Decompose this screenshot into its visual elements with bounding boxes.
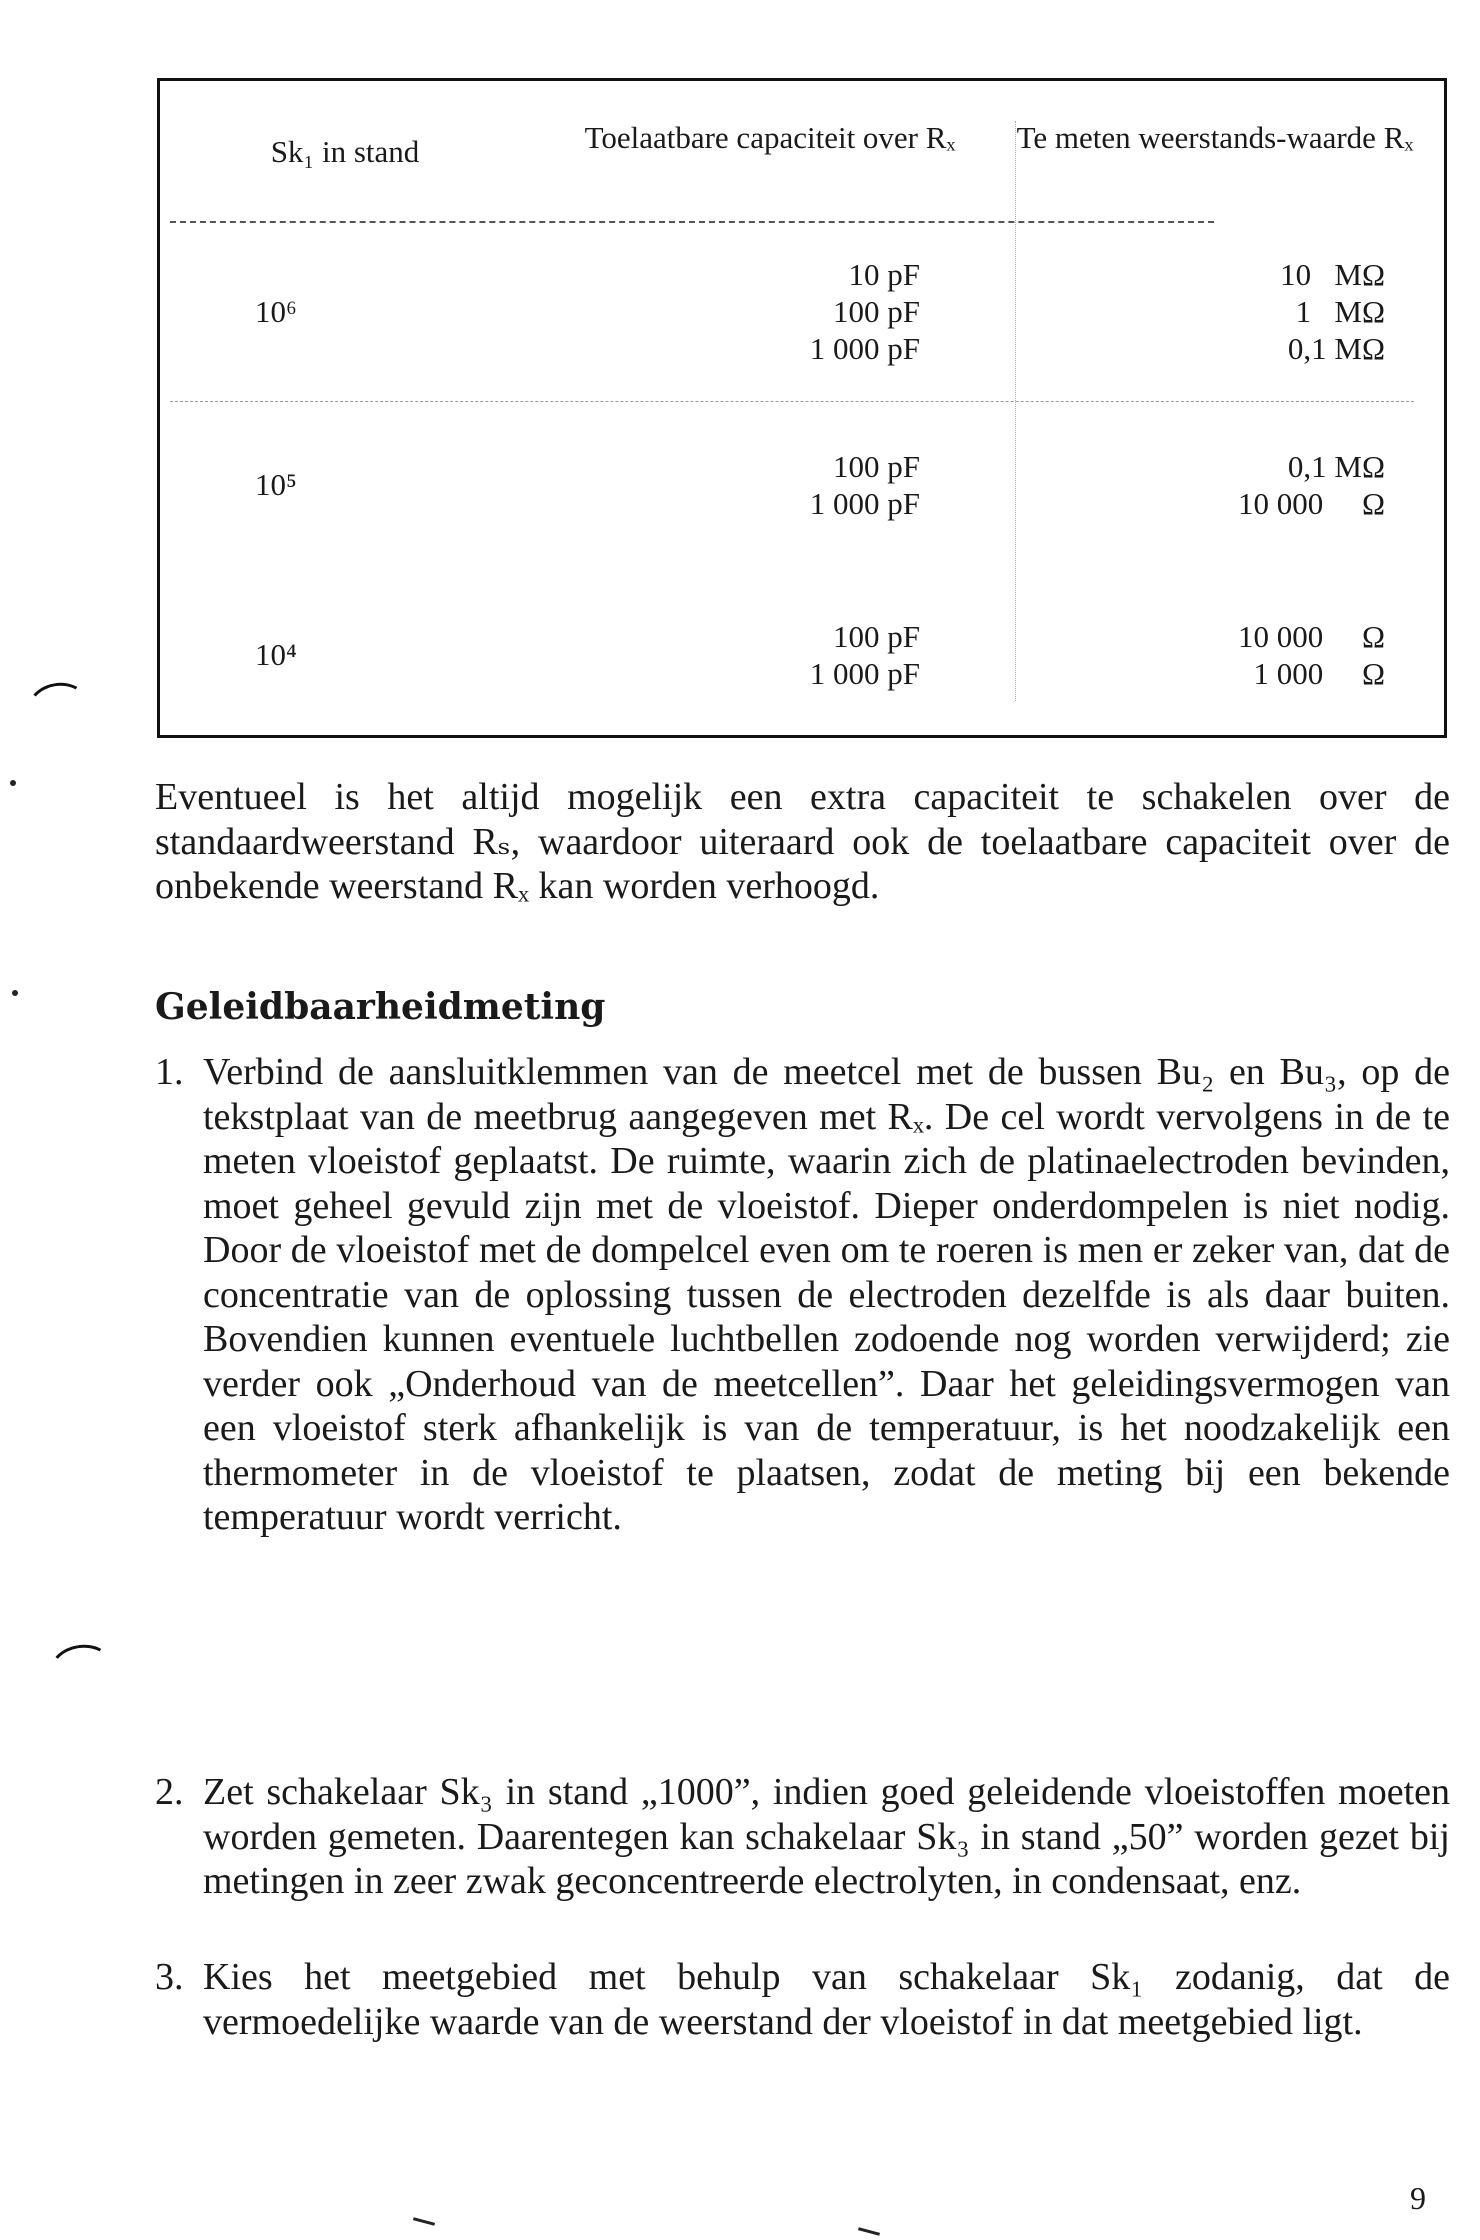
item-text: Verbind de aansluitklemmen van de meetcel met de bussen Bu₂ en Bu₃, op de tekstplaat van de meetbrug aangegeven met Rₓ. De cel wordt vervolgens in de te meten vloeistof geplaatst. De ruimte, waarin zich de platinaelectroden bevinden, moet geheel gevuld zijn met de vloeistof. Dieper onderdompelen is niet nodig. Door de vloeistof met de dompelcel even om te roeren is men er zeker van, dat de concentratie van de oplossing tussen de electroden dezelfde is als daar buiten. Bovendien kunnen eventuele luchtbellen zodoende nog worden verwijderd; zie verder ook „Onderhoud van de meetcellen”. Daar het geleidingsvermogen van een vloeistof sterk afhankelijk is van de temperatuur, is het noodzakelijk een thermometer in de vloeistof te plaatsen, zodat de meting bij een bekende temperatuur wordt verricht. [203,1051,1450,1538]
scan-dot [10,780,16,786]
resistance-cell: 0,1 MΩ [1287,449,1385,484]
item-number: 1. [155,1051,184,1093]
stand-cell: 10⁴ [255,637,297,672]
header-separator [170,221,1214,223]
range-table [157,78,1447,738]
column-divider [1015,121,1016,701]
item-number: 2. [155,1771,184,1813]
header-resistance: Te meten weerstands-waarde Rₓ [1016,120,1414,155]
scan-dot [12,990,18,996]
capacity-cell: 10 pF [848,257,920,292]
capacity-cell: 100 pF [833,619,920,654]
stand-cell: 10⁵ [255,467,297,502]
resistance-cell: 1 000 Ω [1253,656,1385,691]
resistance-cell: 0,1 MΩ [1287,331,1385,366]
resistance-cell: 10 MΩ [1280,257,1385,292]
section-heading: Geleidbaarheidmeting [155,986,606,1028]
resistance-cell: 10 000 Ω [1237,619,1385,654]
scan-mark [46,1640,115,1696]
capacity-cell: 1 000 pF [809,486,920,521]
header-capacity: Toelaatbare capaciteit over Rₓ [584,120,956,155]
capacity-cell: 1 000 pF [809,656,920,691]
stand-cell: 10⁶ [255,294,297,329]
scan-mark [413,2217,435,2226]
item-text: Kies het meetgebied met behulp van schakelaar Sk₁ zodanig, dat de vermoedelijke waarde van de weerstand der vloeistof in dat meetgebied ligt. [203,1956,1450,2043]
group-separator [170,401,1414,402]
capacity-cell: 100 pF [833,294,920,329]
capacity-cell: 100 pF [833,449,920,484]
resistance-cell: 1 MΩ [1295,294,1385,329]
item-text: Zet schakelaar Sk₃ in stand „1000”, indien goed geleidende vloeistoffen moeten worden gemeten. Daarentegen kan schakelaar Sk₃ in stand „50” worden gezet bij metingen in zeer zwak geconcentreerde electrolyten, in condensaat, enz. [203,1771,1450,1902]
header-stand: Sk₁ in stand [270,134,420,169]
capacity-cell: 1 000 pF [809,331,920,366]
scan-mark [24,678,91,734]
scan-mark [858,2227,880,2236]
resistance-cell: 10 000 Ω [1237,486,1385,521]
item-number: 3. [155,1956,184,1998]
page-number: 9 [1410,2180,1426,2216]
intro-paragraph: Eventueel is het altijd mogelijk een extra capaciteit te schakelen over de standaardweerstand Rₛ, waardoor uiteraard ook de toelaatbare capaciteit over de onbekende weerstand Rₓ kan worden verhoogd. [155,776,1450,907]
